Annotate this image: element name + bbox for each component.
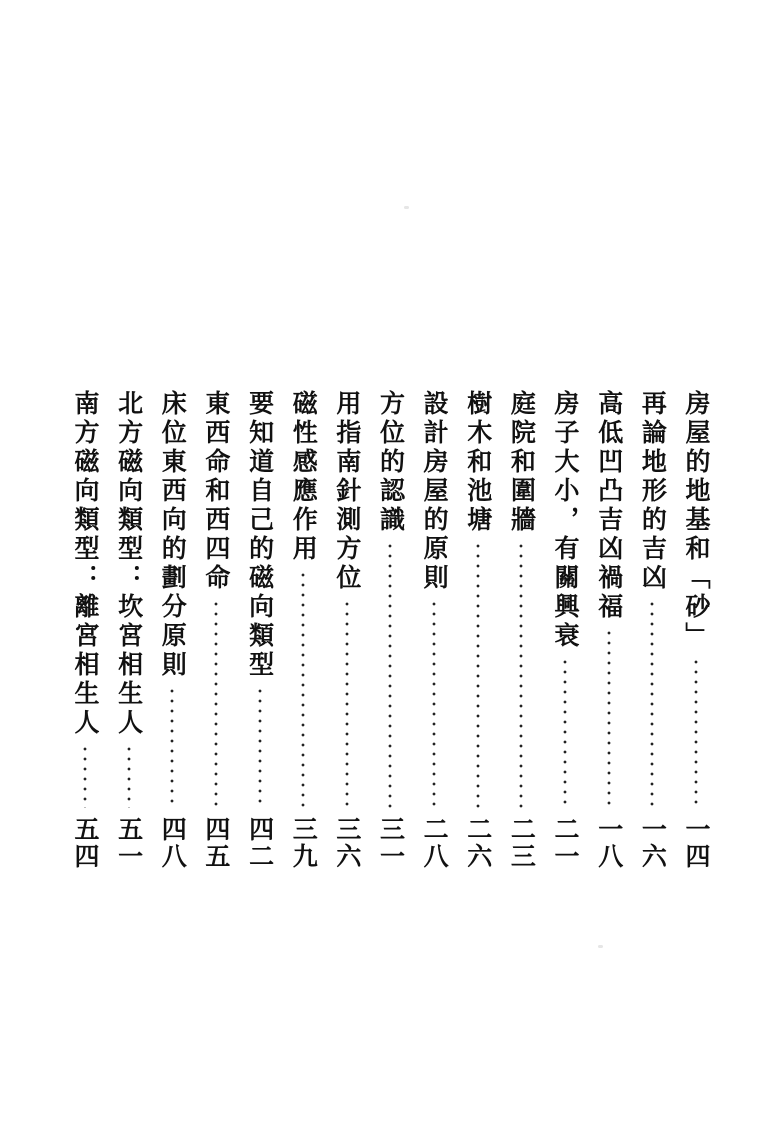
dot-leader xyxy=(301,570,305,808)
dot-leader xyxy=(170,686,174,808)
toc-entry-page: 一四 xyxy=(681,816,711,870)
toc-entry xyxy=(417,390,451,870)
toc-entry-title: 樹木和池塘 xyxy=(463,390,493,535)
dot-leader xyxy=(127,744,131,808)
toc-entry-page: 三六 xyxy=(332,816,362,870)
toc-entry-page: 三一 xyxy=(376,816,406,870)
toc-entry-page: 二三 xyxy=(507,816,537,870)
toc-entry xyxy=(679,390,713,870)
toc-entry-page: 二一 xyxy=(551,816,581,870)
toc-entry-title: 方位的認識 xyxy=(376,390,406,535)
toc-entry-page: 三九 xyxy=(289,816,319,870)
toc-entry-page: 一八 xyxy=(594,816,624,870)
dot-leader xyxy=(519,541,523,808)
toc-entry xyxy=(68,390,102,870)
dot-leader xyxy=(83,744,87,808)
dot-leader xyxy=(650,599,654,808)
toc-entry-page: 五四 xyxy=(71,816,100,870)
toc-entry-page: 四二 xyxy=(245,816,275,870)
toc-entry-title: 要知道自己的磁向類型 xyxy=(245,390,275,680)
paper-speck xyxy=(598,945,603,948)
toc-entry-title: 磁性感應作用 xyxy=(289,390,319,564)
toc-entry-title: 再論地形的吉凶 xyxy=(638,390,668,593)
toc-entry xyxy=(548,390,582,870)
toc-entry-page: 四八 xyxy=(158,816,188,870)
toc-entry xyxy=(635,390,669,870)
toc-entry-page: 四五 xyxy=(201,816,231,870)
dot-leader xyxy=(694,657,698,808)
toc-entry xyxy=(243,390,277,870)
dot-leader xyxy=(476,541,480,808)
table-of-contents xyxy=(68,390,713,870)
dot-leader xyxy=(563,657,567,808)
toc-entry-title: 用指南針測方位 xyxy=(332,390,362,593)
toc-entry xyxy=(461,390,495,870)
toc-entry-title: 庭院和圍牆 xyxy=(507,390,537,535)
toc-entry-title: 高低凹凸吉凶禍福 xyxy=(594,390,624,622)
dot-leader xyxy=(345,599,349,808)
toc-entry-page: 二八 xyxy=(420,816,450,870)
toc-entry-title: 設計房屋的原則 xyxy=(420,390,450,593)
toc-entry-title: 北方磁向類型：坎宮相生人 xyxy=(114,390,144,738)
toc-entry-page: 五一 xyxy=(114,816,144,870)
dot-leader xyxy=(258,686,262,808)
dot-leader xyxy=(214,599,218,808)
toc-entry-title: 房屋的地基和「砂」 xyxy=(681,390,711,651)
dot-leader xyxy=(388,541,392,808)
toc-entry-page: 一六 xyxy=(638,816,668,870)
paper-speck xyxy=(404,206,409,209)
toc-entry xyxy=(199,390,233,870)
toc-entry-title: 房子大小，有關興衰 xyxy=(551,390,581,651)
dot-leader xyxy=(607,628,611,808)
toc-entry xyxy=(592,390,626,870)
toc-entry xyxy=(330,390,364,870)
toc-entry xyxy=(286,390,320,870)
toc-entry-title: 南方磁向類型：離宮相生人 xyxy=(71,390,100,738)
toc-entry xyxy=(504,390,538,870)
toc-entry-title: 東西命和西四命 xyxy=(201,390,231,593)
dot-leader xyxy=(432,599,436,808)
toc-entry xyxy=(112,390,146,870)
toc-entry xyxy=(373,390,407,870)
toc-entry-title: 床位東西向的劃分原則 xyxy=(158,390,188,680)
toc-entry-page: 二六 xyxy=(463,816,493,870)
toc-entry xyxy=(155,390,189,870)
